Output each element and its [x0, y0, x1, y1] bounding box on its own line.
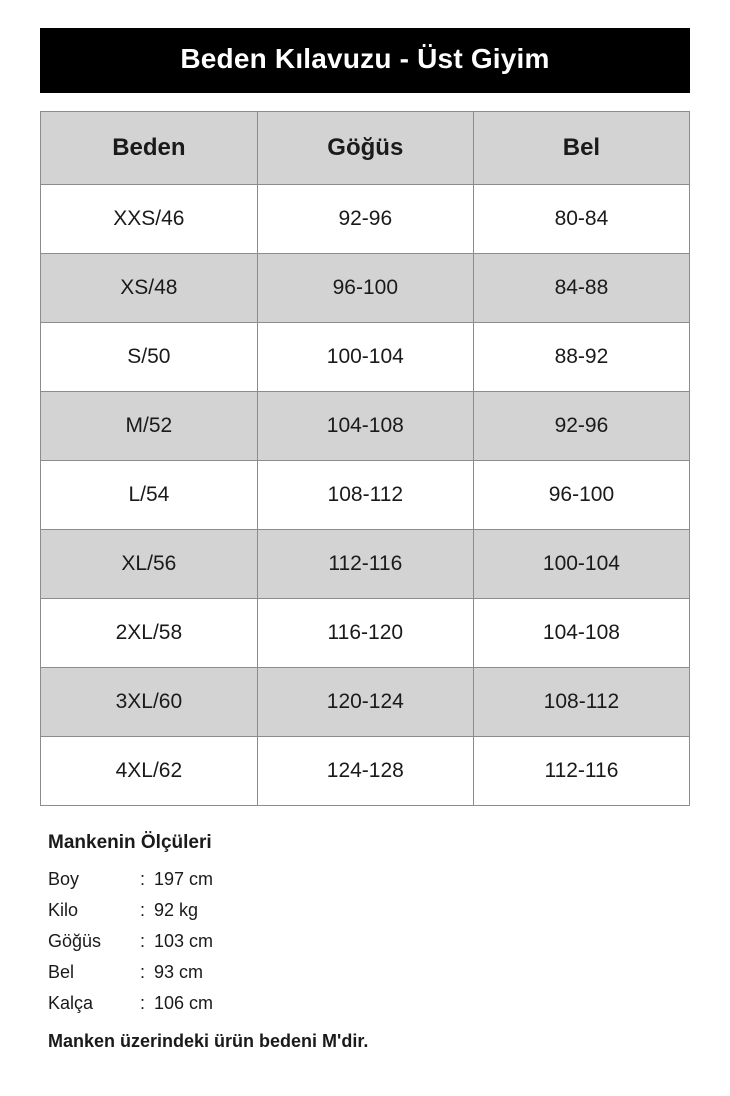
column-header-gogus: Göğüs — [257, 111, 473, 184]
column-header-bel: Bel — [473, 111, 689, 184]
measurement-separator: : — [140, 868, 146, 889]
cell-beden: XS/48 — [41, 253, 258, 322]
cell-bel: 84-88 — [473, 253, 689, 322]
measurement-label-kalca: Kalça — [48, 992, 94, 1013]
measurement-separator: : — [140, 930, 146, 951]
cell-gogus: 112-116 — [257, 529, 473, 598]
cell-beden: M/52 — [41, 391, 258, 460]
cell-beden: L/54 — [41, 460, 258, 529]
model-measurement-row — [48, 926, 690, 957]
model-measurement-row — [48, 988, 690, 1019]
cell-gogus: 108-112 — [257, 460, 473, 529]
measurement-value-kilo: 92 kg — [154, 899, 199, 920]
size-chart-table — [40, 111, 690, 806]
cell-beden: 3XL/60 — [41, 667, 258, 736]
model-measurement-row — [48, 864, 690, 895]
table-row — [41, 667, 690, 736]
table-body — [41, 184, 690, 805]
table-row — [41, 460, 690, 529]
cell-gogus: 120-124 — [257, 667, 473, 736]
table-row — [41, 253, 690, 322]
table-row — [41, 529, 690, 598]
measurement-separator: : — [140, 992, 146, 1013]
cell-beden: XL/56 — [41, 529, 258, 598]
model-measurement-row — [48, 957, 690, 988]
measurement-separator: : — [140, 961, 146, 982]
table-row — [41, 184, 690, 253]
measurement-value-gogus: 103 cm — [154, 930, 214, 951]
cell-bel: 104-108 — [473, 598, 689, 667]
cell-gogus: 116-120 — [257, 598, 473, 667]
cell-bel: 112-116 — [473, 736, 689, 805]
cell-bel: 80-84 — [473, 184, 689, 253]
table-header — [41, 111, 690, 184]
measurement-value-kalca: 106 cm — [154, 992, 214, 1013]
cell-bel: 108-112 — [473, 667, 689, 736]
model-measurements-heading: Mankenin Ölçüleri — [48, 831, 212, 853]
measurement-value-boy: 197 cm — [154, 868, 214, 889]
table-row — [41, 736, 690, 805]
cell-gogus: 100-104 — [257, 322, 473, 391]
measurement-label-kilo: Kilo — [48, 899, 79, 920]
cell-beden: XXS/46 — [41, 184, 258, 253]
cell-bel: 96-100 — [473, 460, 689, 529]
cell-beden: 4XL/62 — [41, 736, 258, 805]
measurement-label-boy: Boy — [48, 868, 80, 889]
measurement-label-bel: Bel — [48, 961, 75, 982]
cell-bel: 88-92 — [473, 322, 689, 391]
table-row — [41, 322, 690, 391]
cell-beden: 2XL/58 — [41, 598, 258, 667]
table-row — [41, 391, 690, 460]
cell-beden: S/50 — [41, 322, 258, 391]
page-title: Beden Kılavuzu - Üst Giyim — [40, 28, 690, 93]
measurement-separator: : — [140, 899, 146, 920]
cell-bel: 92-96 — [473, 391, 689, 460]
cell-gogus: 96-100 — [257, 253, 473, 322]
table-row — [41, 598, 690, 667]
cell-gogus: 104-108 — [257, 391, 473, 460]
column-header-beden: Beden — [41, 111, 258, 184]
measurement-label-gogus: Göğüs — [48, 930, 102, 951]
cell-gogus: 92-96 — [257, 184, 473, 253]
cell-bel: 100-104 — [473, 529, 689, 598]
measurement-value-bel: 93 cm — [154, 961, 204, 982]
model-measurements-section — [40, 832, 690, 1052]
model-measurement-row — [48, 895, 690, 926]
cell-gogus: 124-128 — [257, 736, 473, 805]
table-header-row — [41, 111, 690, 184]
model-product-size-note: Manken üzerindeki ürün bedeni M'dir. — [48, 1030, 369, 1051]
